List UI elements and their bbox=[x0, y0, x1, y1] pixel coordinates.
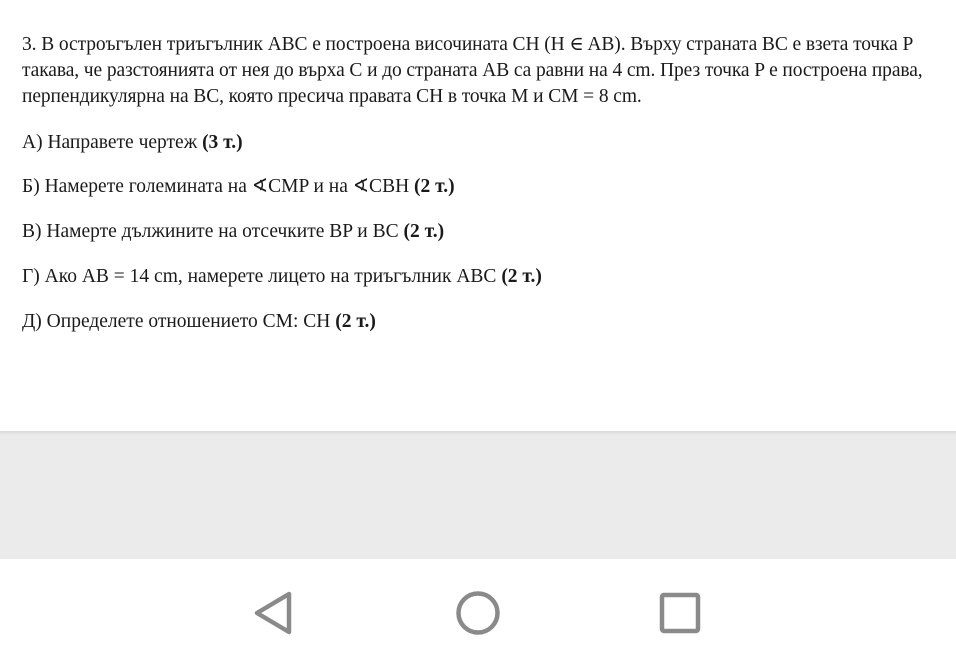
empty-gray-area bbox=[0, 435, 956, 559]
task-e bbox=[22, 309, 376, 335]
back-triangle-icon bbox=[251, 589, 295, 637]
recent-apps-square-icon bbox=[657, 590, 703, 636]
task-d bbox=[22, 264, 542, 290]
task-b-points: (2 т.) bbox=[414, 176, 455, 197]
task-a-points: (3 т.) bbox=[202, 132, 243, 153]
task-c-points: (2 т.) bbox=[403, 221, 445, 242]
back-button[interactable] bbox=[248, 588, 298, 638]
problem-line-3: перпендикулярна на BC, която пресича правата CH в точка M и CM = 8 cm. bbox=[22, 86, 642, 107]
task-c-text: В) Намерте дължините на отсечките BP и BC bbox=[22, 221, 404, 242]
task-e-text: Д) Определете отношението CM: CH bbox=[22, 311, 336, 332]
task-e-points: (2 т.) bbox=[335, 311, 376, 332]
task-a-text: А) Направете чертеж bbox=[22, 132, 203, 153]
task-a bbox=[22, 130, 243, 156]
problem-line-1: 3. В остроъгълен триъгълник ABC е построена височината CH (H ∈ AB). Върху страната BC е взета точка P bbox=[22, 34, 914, 55]
problem-line-2: такава, че разстоянията от нея до върха C и до страната AB са равни на 4 cm. През точка P е построена права, bbox=[22, 60, 923, 81]
home-button[interactable] bbox=[453, 588, 503, 638]
problem-statement bbox=[22, 32, 947, 110]
task-d-points: (2 т.) bbox=[501, 266, 542, 287]
task-c bbox=[22, 219, 444, 245]
system-navigation-bar bbox=[0, 559, 956, 669]
recent-apps-button[interactable] bbox=[655, 588, 705, 638]
home-circle-icon bbox=[453, 588, 503, 638]
task-d-text: Г) Ако AB = 14 cm, намерете лицето на триъгълник ABC bbox=[22, 266, 502, 287]
task-b-text: Б) Намерете големината на ∢CMP и на ∢CBH bbox=[22, 176, 415, 197]
task-b bbox=[22, 174, 455, 200]
